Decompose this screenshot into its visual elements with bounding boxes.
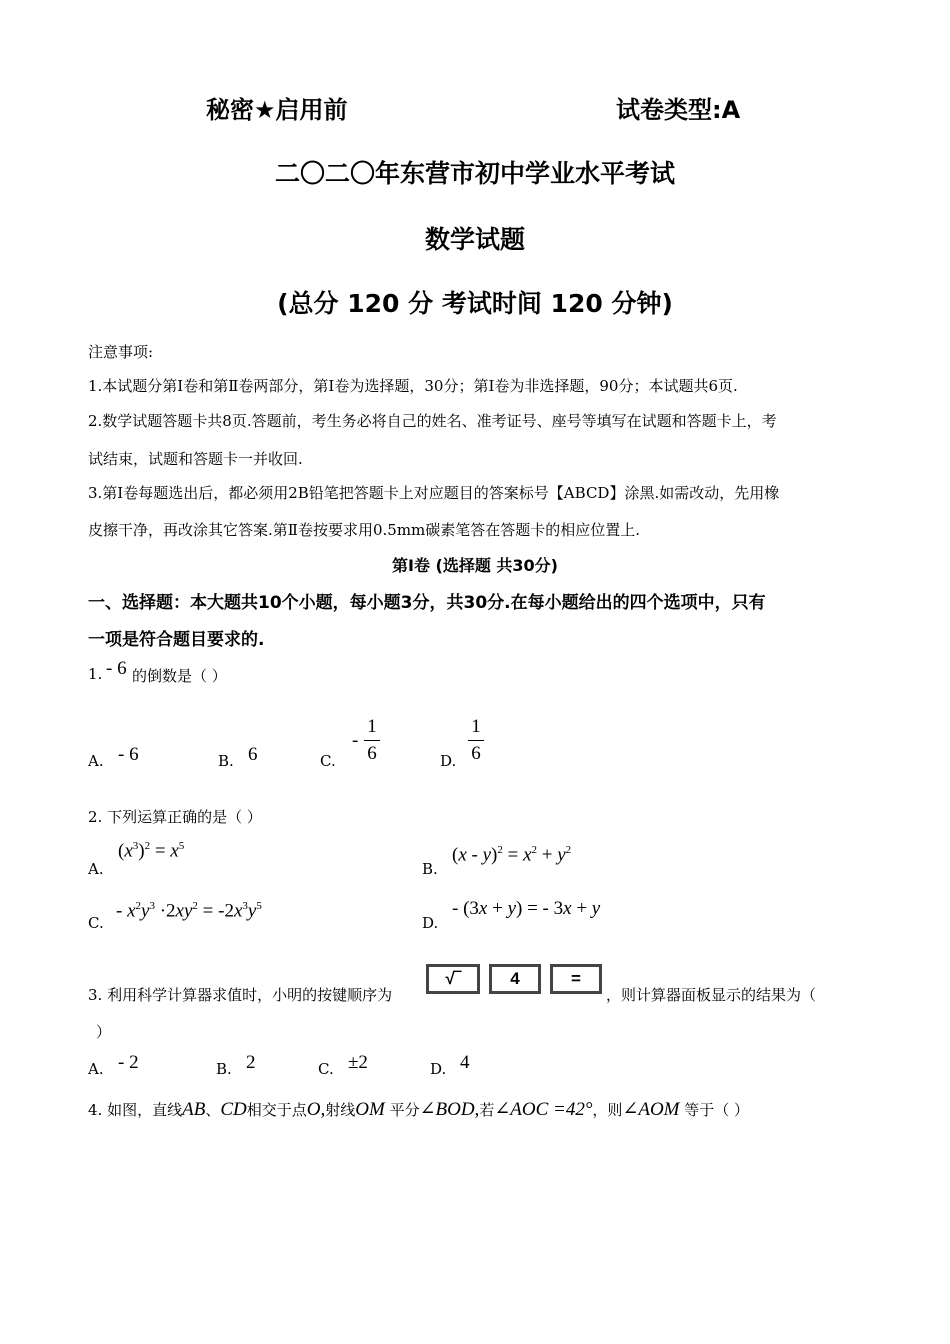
q3-option-d-label: D. (430, 1060, 447, 1078)
q4-sep: 、 (205, 1101, 221, 1119)
q2-stem: 2. 下列运算正确的是（ ） (88, 808, 262, 826)
exam-info: (总分 120 分 考试时间 120 分钟) (277, 289, 673, 318)
q3-option-c: ±2 (348, 1052, 368, 1073)
exam-title: 二〇二〇年东营市初中学业水平考试 (274, 159, 675, 188)
q3-option-b: 2 (246, 1052, 256, 1073)
q4-text-1: 相交于点 (246, 1101, 307, 1119)
q2-option-b-label: B. (422, 860, 438, 878)
q1-option-a: - 6 (118, 744, 139, 765)
q4-number: 4. 如图，直线 (88, 1101, 183, 1119)
equals-key: = (550, 964, 602, 994)
q2-option-c-label: C. (88, 914, 104, 932)
q1-option-b: 6 (248, 744, 258, 765)
paper-type-label: 试卷类型:A (616, 96, 741, 124)
fraction-bar (468, 740, 484, 741)
sqrt-key: √‾ (426, 964, 480, 994)
q2-option-b-formula: $(x - y)^2 = x^2 + y^2$ (452, 844, 572, 866)
section-instruction-b: 一项是符合题目要求的. (88, 630, 265, 650)
note-3a: 3.第Ⅰ卷每题选出后，都必须用2B铅笔把答题卡上对应题目的答案标号【ABCD】涂黑.如需改动，先用橡 (88, 484, 780, 502)
note-3b: 皮擦干净，再改涂其它答案.第Ⅱ卷按要求用0.5mm碳素笔答在答题卡的相应位置上. (88, 521, 641, 539)
q4-line-ab: AB (182, 1099, 206, 1120)
q1-stem: 的倒数是（ ） (132, 667, 227, 685)
q4-ray-om: OM (355, 1099, 385, 1120)
q1-option-d-label: D. (440, 752, 457, 770)
q4-text-5: ，则 (592, 1101, 623, 1119)
digit-4-key: 4 (489, 964, 541, 994)
q1-option-d-fraction (468, 716, 484, 765)
q4-point-o: O, (306, 1099, 326, 1120)
q1-option-c-denominator: 6 (367, 743, 377, 764)
q1-option-c-numerator: 1 (367, 716, 377, 737)
q2-option-a-formula: $(x^3)^2 = x^5$ (118, 840, 185, 862)
q1-option-a-label: A. (88, 752, 104, 770)
q4-line-cd: CD (220, 1099, 247, 1120)
q1-math: - 6 (106, 658, 127, 679)
q1-option-d-denominator: 6 (471, 743, 481, 764)
q2-option-c-formula: - $x^2y^3 \cdot 2xy^2 = -2x^3y^5$ (116, 900, 262, 922)
q1-option-c-fraction (364, 716, 380, 765)
subject-title: 数学试题 (424, 225, 525, 254)
q3-option-b-label: B. (216, 1060, 232, 1078)
q3-stem-b: ，则计算器面板显示的结果为（ (606, 986, 817, 1004)
secret-label: 秘密★启用前 (206, 96, 348, 124)
q1-option-c-sign: - (352, 730, 359, 751)
fraction-bar (364, 740, 380, 741)
note-2b: 试结束，试题和答题卡一并收回. (88, 450, 303, 468)
section-title: 第Ⅰ卷 (选择题 共30分) (392, 556, 558, 575)
section-instruction-a: 一、选择题：本大题共10个小题，每小题3分，共30分.在每小题给出的四个选项中，只有 (88, 593, 766, 613)
q1-option-d-numerator: 1 (471, 716, 481, 737)
q3-option-d: 4 (460, 1052, 470, 1073)
q3-option-c-label: C. (318, 1060, 334, 1078)
q4-text-2: 射线 (325, 1101, 356, 1119)
q4-text-6: 等于（ ） (679, 1101, 750, 1119)
q2-option-d-label: D. (422, 914, 439, 932)
q2-option-a-label: A. (88, 860, 104, 878)
q1-number: 1. (88, 665, 103, 683)
notes-heading: 注意事项: (88, 343, 154, 361)
q3-stem-c: ） (96, 1023, 112, 1041)
note-1: 1.本试题分第Ⅰ卷和第Ⅱ卷两部分，第Ⅰ卷为选择题，30分；第Ⅰ卷为非选择题，90分；本试题共6页. (88, 377, 738, 395)
q3-stem-a: 3. 利用科学计算器求值时，小明的按键顺序为 (88, 986, 393, 1004)
q4-angle-aom: ∠AOM (622, 1099, 680, 1120)
q4-angle-aoc: ∠AOC =42° (494, 1099, 593, 1120)
q2-option-d-formula: - (3x + y) = - 3x + y (452, 898, 601, 919)
q3-option-a: - 2 (118, 1052, 139, 1073)
q4-text-4: 若 (479, 1101, 495, 1119)
q1-option-c-label: C. (320, 752, 336, 770)
q4-text-3: 平分 (384, 1101, 420, 1119)
note-2a: 2.数学试题答题卡共8页.答题前，考生务必将自己的姓名、准考证号、座号等填写在试题和答题卡上，考 (88, 412, 777, 430)
q3-option-a-label: A. (88, 1060, 104, 1078)
q4-angle-bod: ∠BOD, (419, 1099, 480, 1120)
q1-option-b-label: B. (218, 752, 234, 770)
q4-stem (88, 1098, 749, 1121)
